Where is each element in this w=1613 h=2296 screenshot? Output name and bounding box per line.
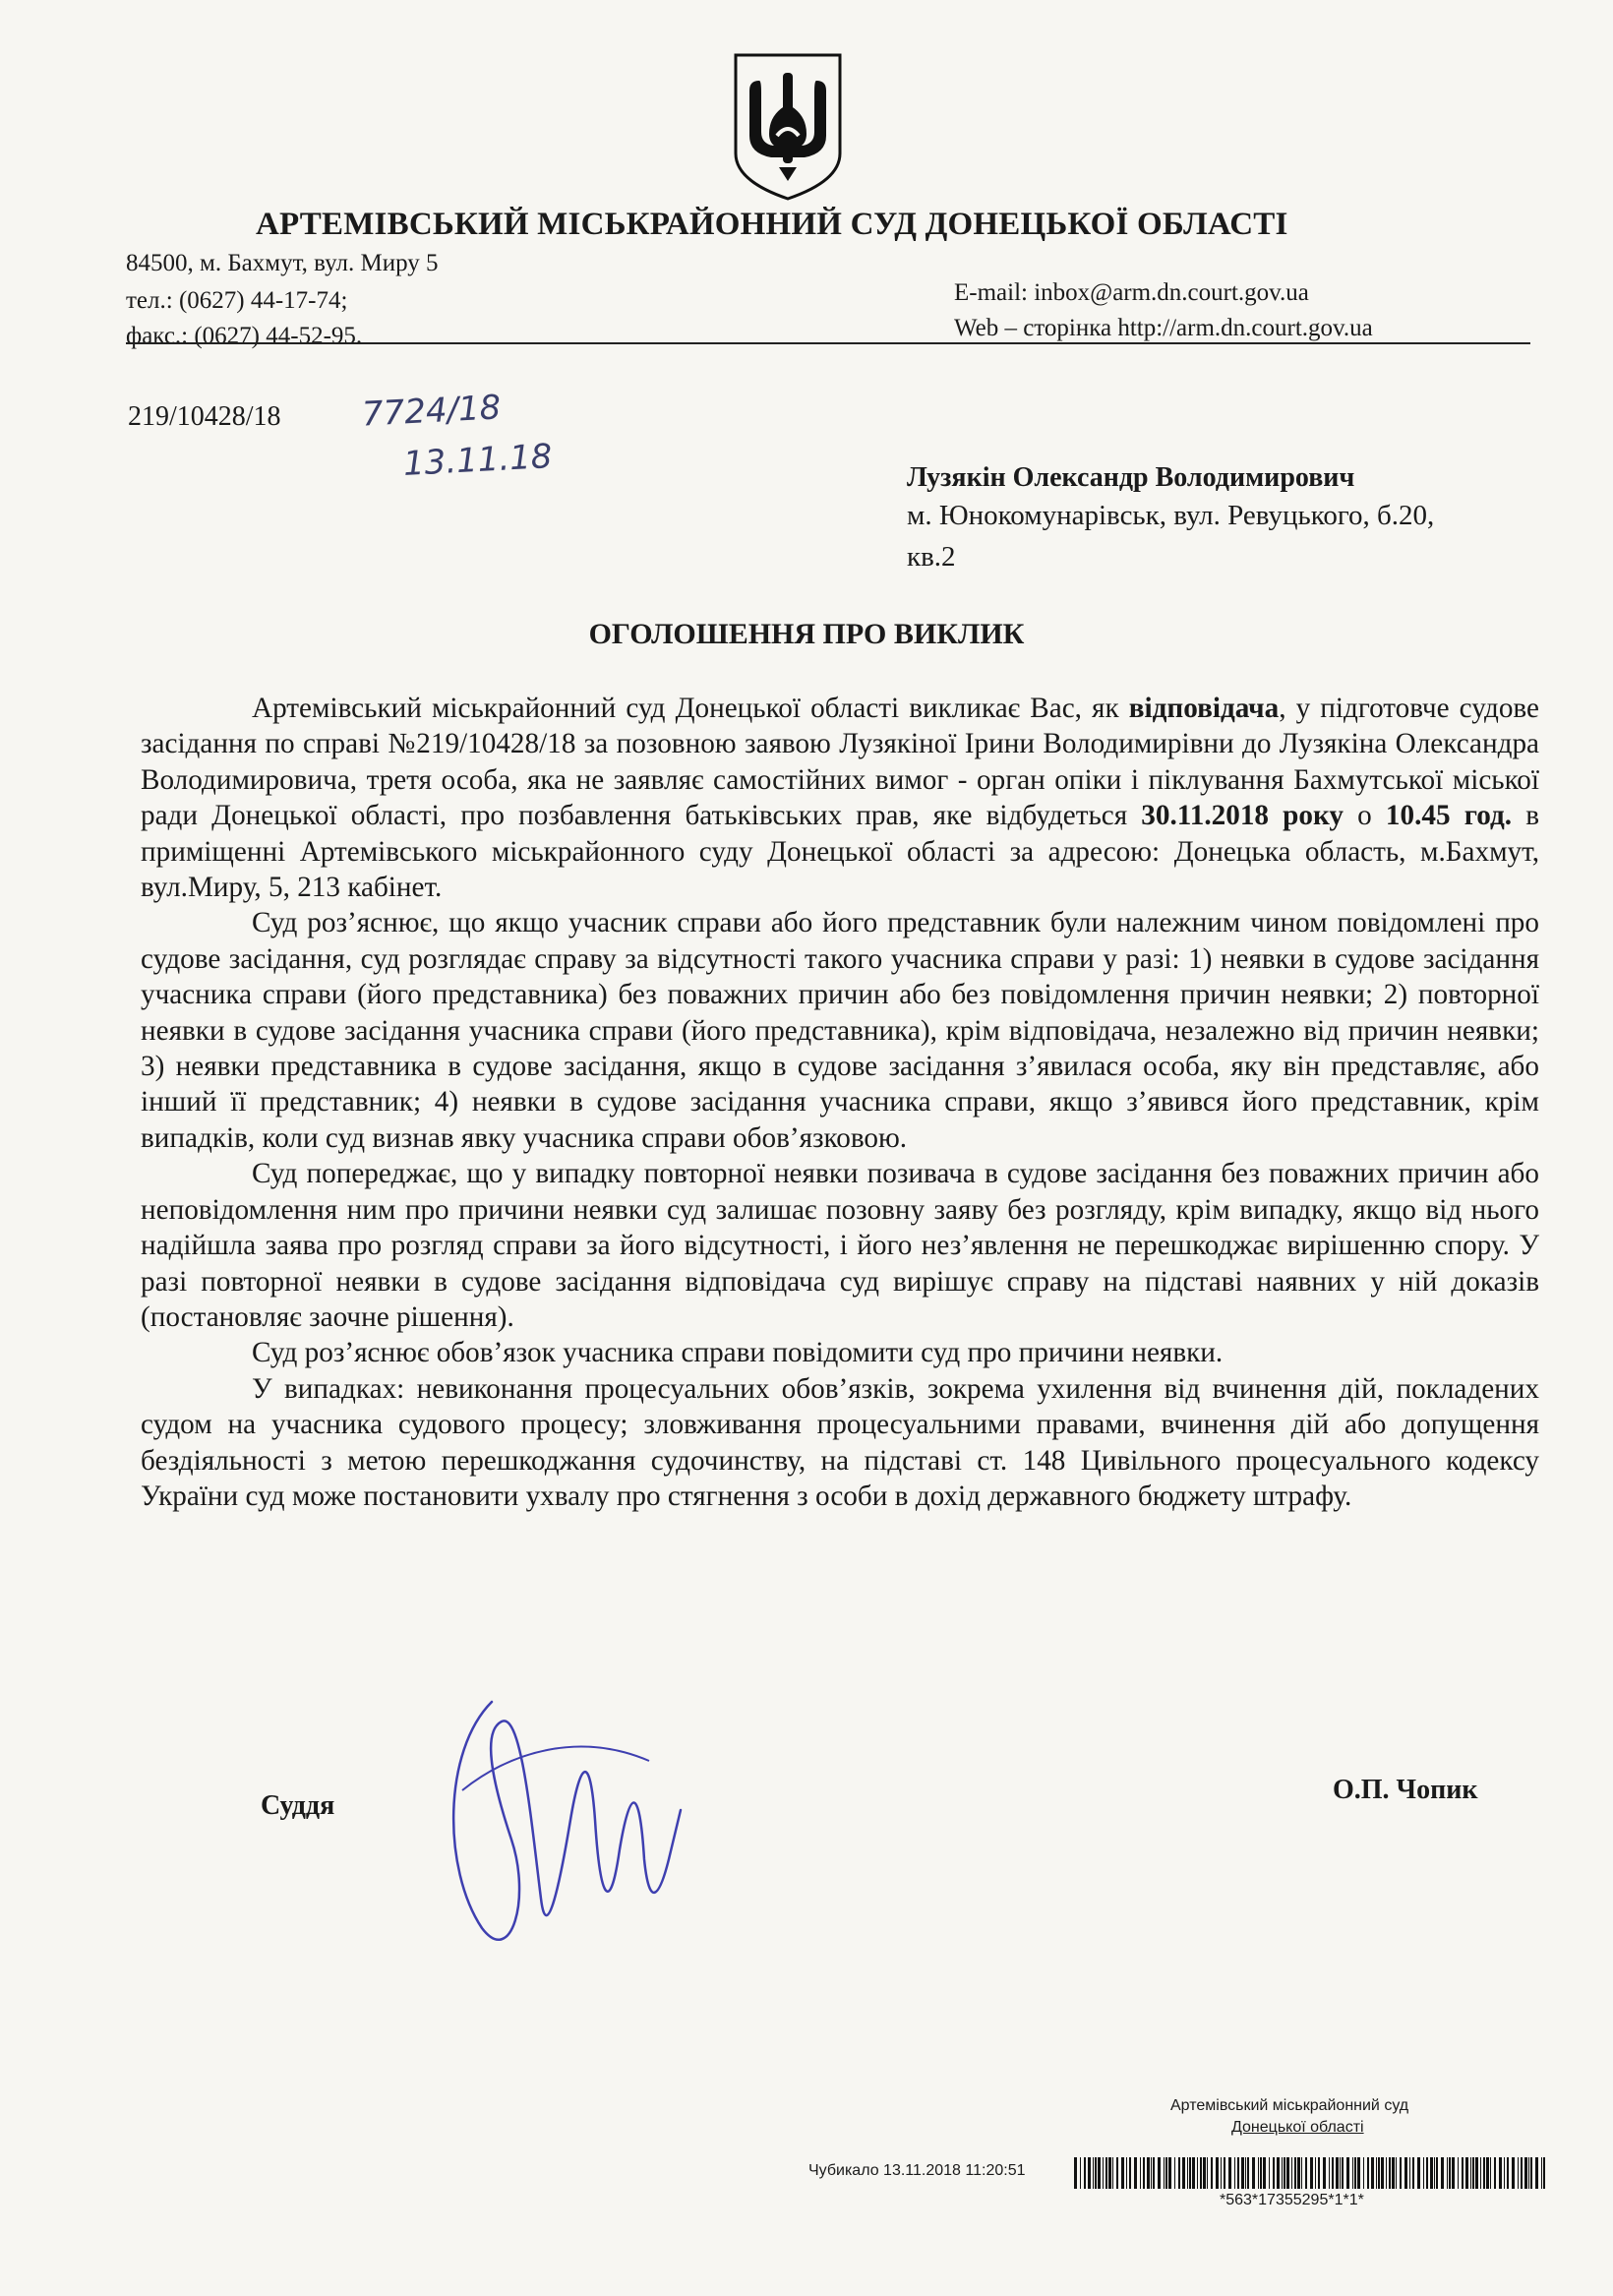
barcode-bar — [1541, 2157, 1542, 2189]
barcode-bar — [1381, 2157, 1384, 2189]
barcode-bar — [1465, 2157, 1468, 2189]
barcode-bar — [1452, 2157, 1455, 2189]
barcode-bar — [1462, 2157, 1464, 2189]
recipient-address-line2: кв.2 — [907, 541, 956, 573]
barcode-bar — [1187, 2157, 1188, 2189]
barcode-bar — [1260, 2157, 1262, 2189]
barcode-bar — [1234, 2157, 1235, 2189]
barcode-bar — [1472, 2157, 1474, 2189]
court-website: Web – сторінка http://arm.dn.court.gov.ua — [954, 315, 1373, 341]
court-email: E-mail: inbox@arm.dn.court.gov.ua — [954, 279, 1309, 306]
judge-signature — [423, 1672, 698, 1967]
barcode-bar — [1263, 2157, 1266, 2189]
barcode-bar — [1207, 2157, 1208, 2189]
barcode-bar — [1211, 2157, 1213, 2189]
barcode-bar — [1168, 2157, 1171, 2189]
barcode-bar — [1475, 2157, 1478, 2189]
paragraph-absence-rules: Суд роз’яснює, що якщо учасник справи або його представник були належним чином повідомлені про судове засідання, суд розглядає справу за відсутності такого учасника справи у разі: 1) неявки в судове засідання учасника справи (його представника) без поважних причин або без повідомлення причин неявки; 2) повторної неявки в судове засідання учасника справи (його представника), крім відповідача, незалежно від причин неявки; 3) неявки представника в судове засідання, якщо в судове засідання з’явилася особа, яку він представляє, або інший її представник; 4) неявки в судове засідання учасника справи, якщо з’явився його представник, крім випадків, коли суд визнав явку учасника справи обов’язковою. — [141, 907, 1539, 1154]
barcode-bar — [1237, 2157, 1239, 2189]
barcode-bar — [1080, 2157, 1081, 2189]
paragraph-notify-duty: Суд роз’яснює обов’язок учасника справи повідомити суд про причини неявки. — [252, 1337, 1224, 1369]
barcode-bar — [1447, 2157, 1448, 2189]
barcode-bar — [1147, 2157, 1150, 2189]
barcode-bar — [1409, 2157, 1410, 2189]
barcode-bar — [1423, 2157, 1424, 2189]
barcode-bar — [1305, 2157, 1307, 2189]
case-number: 219/10428/18 — [128, 401, 281, 432]
barcode-bar — [1449, 2157, 1451, 2189]
barcode-bar — [1241, 2157, 1244, 2189]
barcode-bar — [1400, 2157, 1402, 2189]
stamp-court-name: Артемівський міськрайонний суд — [1170, 2097, 1409, 2114]
barcode-bar — [1216, 2157, 1219, 2189]
hearing-date: 30.11.2018 року — [1141, 800, 1344, 832]
barcode-bar — [1189, 2157, 1191, 2189]
barcode-bar — [1221, 2157, 1222, 2189]
barcode-bar — [1367, 2157, 1369, 2189]
barcode-bar — [1192, 2157, 1195, 2189]
barcode-bar — [1164, 2157, 1165, 2189]
barcode-bar — [1486, 2157, 1489, 2189]
barcode-bar — [1088, 2157, 1091, 2189]
barcode-bar — [1178, 2157, 1180, 2189]
barcode-bar — [1329, 2157, 1330, 2189]
barcode-bar — [1140, 2157, 1141, 2189]
header-divider — [126, 342, 1530, 344]
barcode-bar — [1197, 2157, 1198, 2189]
barcode-bar — [1105, 2157, 1107, 2189]
barcode-bar — [1245, 2157, 1246, 2189]
barcode-bar — [1151, 2157, 1152, 2189]
stamp-registrar: Чубикало 13.11.2018 11:20:51 — [808, 2162, 1026, 2179]
barcode-bar — [1323, 2157, 1326, 2189]
barcode-bar — [1426, 2157, 1428, 2189]
hearing-time: 10.45 год. — [1385, 800, 1513, 832]
judge-name: О.П. Чопик — [1333, 1775, 1478, 1805]
barcode-bar — [1376, 2157, 1377, 2189]
barcode-bar — [1282, 2157, 1283, 2189]
barcode-bar — [1126, 2157, 1127, 2189]
barcode-bar — [1521, 2157, 1523, 2189]
barcode-bar — [1158, 2157, 1161, 2189]
barcode-bar — [1203, 2157, 1206, 2189]
barcode-bar — [1103, 2157, 1104, 2189]
barcode-bar — [1392, 2157, 1395, 2189]
barcode-bar — [1294, 2157, 1296, 2189]
barcode-bar — [1310, 2157, 1313, 2189]
barcode-bar — [1524, 2157, 1527, 2189]
barcode-bar — [1336, 2157, 1339, 2189]
barcode-bar — [1273, 2157, 1275, 2189]
barcode-bar — [1165, 2157, 1167, 2189]
barcode-bar — [1332, 2157, 1334, 2189]
coat-of-arms-icon — [730, 51, 846, 201]
document-title: ОГОЛОШЕННЯ ПРО ВИКЛИК — [588, 618, 1025, 650]
stamp-court-region: Донецької області — [1231, 2119, 1364, 2136]
barcode-bar — [1352, 2157, 1353, 2189]
barcode-bar — [1518, 2157, 1519, 2189]
barcode-bar — [1252, 2157, 1255, 2189]
barcode-bar — [1480, 2157, 1481, 2189]
barcode-bar — [1378, 2157, 1380, 2189]
barcode-bar — [1357, 2157, 1360, 2189]
barcode-bar — [1396, 2157, 1397, 2189]
barcode-bar — [1121, 2157, 1124, 2189]
handwritten-outgoing-number: 7724/18 — [361, 388, 503, 435]
barcode-bar — [1543, 2157, 1545, 2189]
barcode-bar — [1490, 2157, 1491, 2189]
barcode-bar — [1371, 2157, 1374, 2189]
barcode-bar — [1224, 2157, 1225, 2189]
court-phone: тел.: (0627) 44-17-74; — [126, 287, 348, 314]
barcode-bar — [1182, 2157, 1185, 2189]
barcode-bar — [1297, 2157, 1300, 2189]
barcode-bar — [1200, 2157, 1202, 2189]
barcode-bar — [1386, 2157, 1387, 2189]
judge-label: Суддя — [261, 1790, 335, 1821]
barcode-bar — [1277, 2157, 1280, 2189]
barcode-bar — [1098, 2157, 1101, 2189]
barcode-bar — [1499, 2157, 1502, 2189]
barcode-bar — [1483, 2157, 1485, 2189]
court-title: АРТЕМІВСЬКИЙ МІСЬКРАЙОННИЙ СУД ДОНЕЦЬКОЇ ОБЛАСТІ — [256, 207, 1288, 242]
recipient-address-line1: м. Юнокомунарівськ, вул. Ревуцького, б.20, — [907, 500, 1435, 531]
barcode-bar — [1228, 2157, 1231, 2189]
barcode-bar — [1470, 2157, 1471, 2189]
barcode-bar — [1258, 2157, 1259, 2189]
barcode-bar — [1535, 2157, 1538, 2189]
barcode-bar — [1291, 2157, 1292, 2189]
barcode-bar — [1284, 2157, 1285, 2189]
barcode-bar — [1174, 2157, 1175, 2189]
barcode-bar — [1530, 2157, 1532, 2189]
barcode-bar — [1494, 2157, 1496, 2189]
barcode-bar — [1528, 2157, 1529, 2189]
barcode-bar — [1404, 2157, 1407, 2189]
barcode-text: *563*17355295*1*1* — [1220, 2192, 1364, 2208]
court-fax: факс.: (0627) 44-52-95. — [126, 323, 363, 349]
barcode-bar — [1112, 2157, 1113, 2189]
court-address: 84500, м. Бахмут, вул. Миру 5 — [126, 250, 439, 276]
barcode-bar — [1108, 2157, 1111, 2189]
barcode-bar — [1389, 2157, 1391, 2189]
barcode-bar — [1363, 2157, 1364, 2189]
barcode-bar — [1074, 2157, 1077, 2189]
barcode-bar — [1441, 2157, 1444, 2189]
barcode-bar — [1134, 2157, 1137, 2189]
barcode-bar — [1129, 2157, 1131, 2189]
barcode-bar — [1354, 2157, 1356, 2189]
paragraph-summons: Артемівський міськрайонний суд Донецької області викликає Вас, як відповідача, у підготовче судове засідання по справі №219/10428/18 за позовною заявою Лузякіної Ірини Володимирівни до Лузякіна Олександра Володимировича, третя особа, яка не заявляє самостійних вимог - орган опіки і піклування Бахмутської міської ради Донецької області, про позбавлення батьківських прав, яке відбудеться 30.11.2018 року о 10.45 год. в приміщенні Артемівського міськрайонного суду Донецької області за адресою: Донецька область, м.Бахмут, вул.Миру, 5, 213 кабінет. — [141, 693, 1540, 904]
barcode-bar — [1458, 2157, 1459, 2189]
handwritten-date: 13.11.18 — [402, 437, 554, 484]
barcode-bar — [1340, 2157, 1341, 2189]
barcode-bar — [1093, 2157, 1094, 2189]
barcode-bar — [1247, 2157, 1249, 2189]
barcode-bar — [1286, 2157, 1289, 2189]
barcode-bar — [1346, 2157, 1349, 2189]
barcode-bar — [1434, 2157, 1435, 2189]
barcode-bar — [1095, 2157, 1097, 2189]
role-defendant: відповідача — [1128, 693, 1280, 724]
barcode-bar — [1315, 2157, 1316, 2189]
barcode-bar — [1342, 2157, 1344, 2189]
recipient-name: Лузякін Олександр Володимирович — [907, 462, 1355, 493]
barcode-bar — [1318, 2157, 1320, 2189]
barcode-bar — [1412, 2157, 1414, 2189]
barcode-bar — [1143, 2157, 1145, 2189]
barcode-bar — [1269, 2157, 1270, 2189]
barcode-bar — [1116, 2157, 1118, 2189]
barcode-bar — [1153, 2157, 1155, 2189]
barcode-bar — [1301, 2157, 1302, 2189]
paragraph-warning: Суд попереджає, що у випадку повторної неявки позивача в судове засідання без поважних причин або неповідомлення ним про причини неявки суд залишає позовну заяву без розгляду, крім випадку, якщо від нього надійшла заява про розгляд справи за його відсутності, і його нез’явлення не перешкоджає вирішенню спору. У разі повторної неявки в судове засідання відповідача суд вирішує справу на підставі наявних у ній доказів (постановляє заочне рішення). — [141, 1158, 1539, 1333]
barcode-bar — [1504, 2157, 1505, 2189]
document-body — [141, 691, 1539, 1514]
paragraph-penalties: У випадках: невиконання процесуальних обов’язків, зокрема ухилення від вчинення дій, покладених судом на учасника судового процесу; зловживання процесуальними правами, вчинення дій або допущення бездіяльності з метою перешкоджання судочинству, на підставі ст. 148 Цивільного процесуального кодексу України суд може постановити ухвалу про стягнення з особи в дохід державного бюджету штрафу. — [141, 1372, 1539, 1512]
barcode — [1074, 2157, 1550, 2189]
barcode-bar — [1417, 2157, 1420, 2189]
barcode-bar — [1512, 2157, 1515, 2189]
barcode-bar — [1507, 2157, 1509, 2189]
barcode-bar — [1436, 2157, 1438, 2189]
barcode-bar — [1430, 2157, 1433, 2189]
barcode-bar — [1084, 2157, 1086, 2189]
